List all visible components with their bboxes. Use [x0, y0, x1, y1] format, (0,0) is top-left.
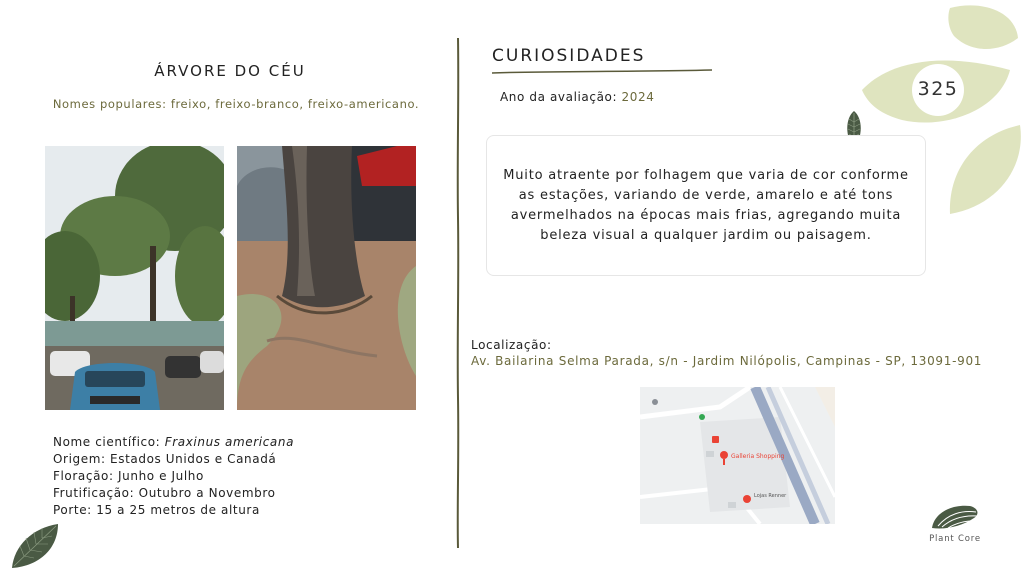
popular-names — [0, 97, 472, 111]
description-text: Muito atraente por folhagem que varia de cor conforme as estações, variando de verde, amarelo e até tons avermelhados na épocas mais frias, agregando muita beleza visual a qualquer jardim ou paisagem. — [503, 167, 909, 243]
logo-name: Plant Core — [929, 534, 981, 544]
location-label: Localização: — [471, 338, 552, 352]
map-label-renner: Lojas Renner — [754, 493, 787, 499]
map-label-shopping: Galleria Shopping — [731, 453, 785, 460]
origin: Origem: Estados Unidos e Canadá — [53, 452, 277, 466]
location-address: Av. Bailarina Selma Parada, s/n - Jardim Nilópolis, Campinas - SP, 13091-901 — [471, 354, 983, 368]
scientific-name-value: Fraxinus americana — [164, 435, 295, 449]
evaluation-year-value: 2024 — [621, 90, 655, 104]
location-map[interactable] — [640, 387, 835, 524]
page-title: ÁRVORE DO CÉU — [154, 62, 306, 80]
fruiting: Frutificação: Outubro a Novembro — [53, 486, 276, 500]
scientific-name: Nome científico: Fraxinus americana — [53, 435, 295, 449]
tree-photo-trunk — [237, 146, 416, 410]
column-divider — [453, 38, 463, 548]
species-info — [53, 434, 294, 519]
flowering: Floração: Junho e Julho — [53, 469, 204, 483]
title-underline — [490, 68, 720, 76]
size: Porte: 15 a 25 metros de altura — [53, 503, 260, 517]
section-title: CURIOSIDADES — [492, 46, 646, 66]
leaf-decoration-bottom-left — [10, 522, 62, 570]
popular-names-label: Nomes populares: — [52, 97, 167, 111]
logo-tagline — [912, 545, 998, 550]
tree-photo-canopy — [45, 146, 224, 410]
popular-names-value: freixo, freixo-branco, freixo-americano. — [166, 97, 420, 111]
description-card — [486, 135, 926, 276]
evaluation-year: Ano da avaliação: 2024 — [500, 90, 655, 104]
badge-number: 325 — [917, 78, 959, 100]
